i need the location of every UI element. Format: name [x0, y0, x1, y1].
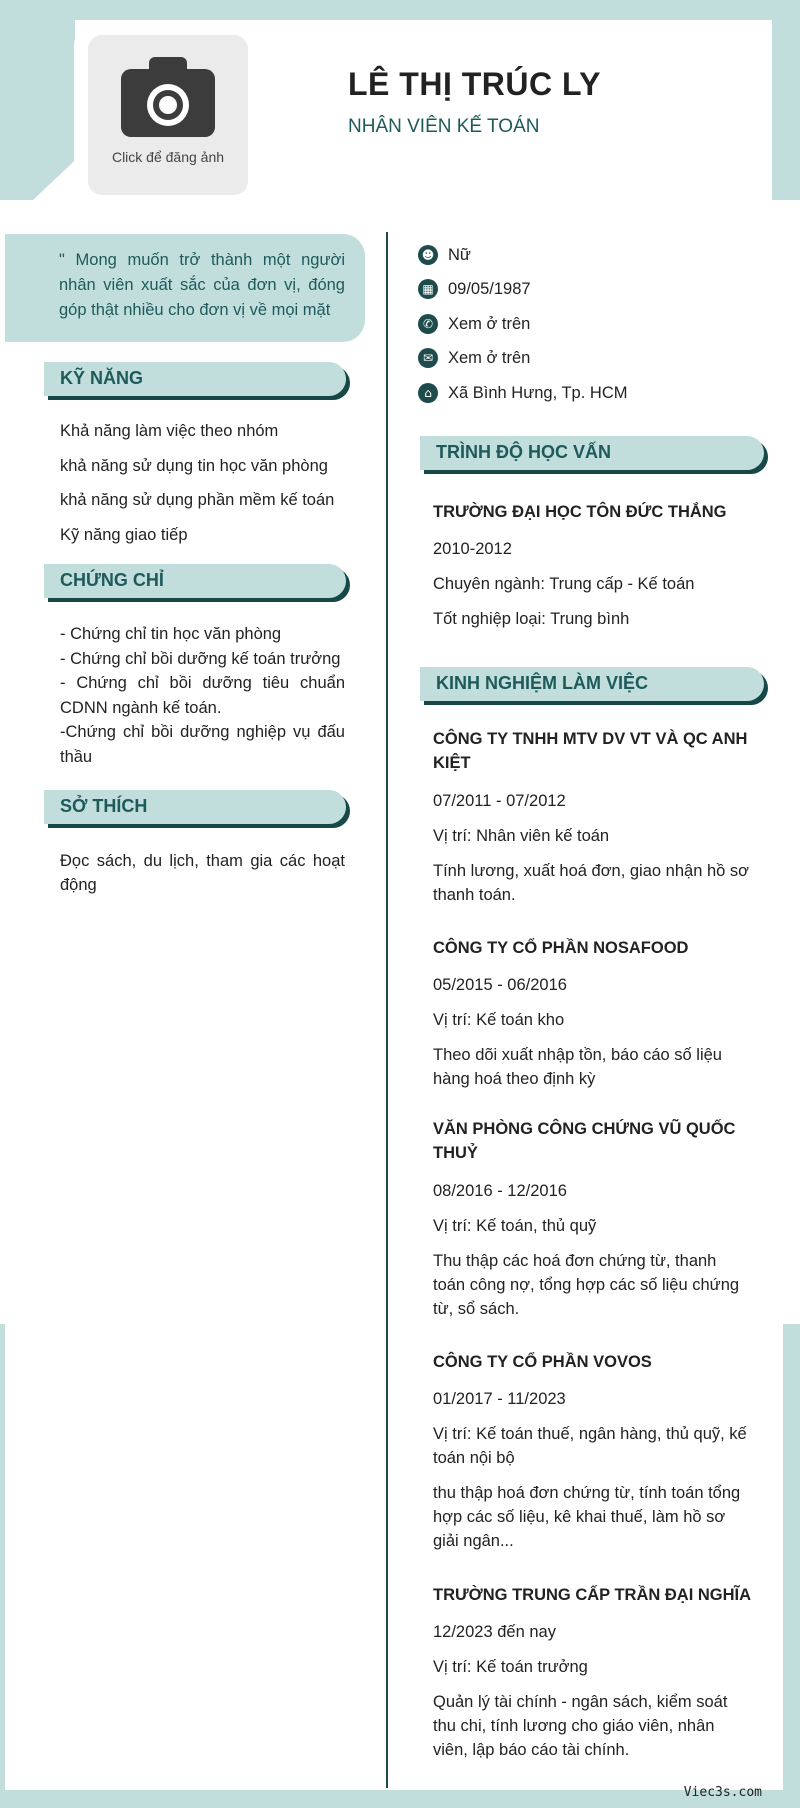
- certificate-item: - Chứng chỉ bồi dưỡng kế toán trưởng: [60, 649, 341, 668]
- certificate-item: -Chứng chỉ bồi dưỡng nghiệp vụ đấu thầu: [60, 723, 345, 766]
- skill-item: Khả năng làm việc theo nhóm: [60, 422, 279, 440]
- skill-item: Kỹ năng giao tiếp: [60, 525, 188, 544]
- phone-value: Xem ở trên: [448, 314, 531, 333]
- side-band-right: [783, 1324, 800, 1808]
- job-description: Thu thập các hoá đơn chứng từ, thanh toán công nợ, tổng hợp các số liệu chứng từ, sổ sách.: [433, 1252, 740, 1318]
- user-icon: ☻: [418, 245, 438, 265]
- education-title: TRÌNH ĐỘ HỌC VẤN: [436, 442, 611, 462]
- address-value: Xã Bình Hưng, Tp. HCM: [448, 383, 628, 402]
- phone-icon: ✆: [418, 314, 438, 334]
- certificates-list: [60, 622, 345, 769]
- gender-row: [418, 243, 471, 267]
- job-role: Vị trí: Kế toán, thủ quỹ: [433, 1217, 597, 1235]
- job-company: CÔNG TY CỔ PHẦN VOVOS: [433, 1353, 652, 1371]
- experience-heading: [420, 667, 764, 701]
- hobbies-heading: [44, 790, 346, 824]
- email-row: [418, 346, 530, 370]
- job-period: 08/2016 - 12/2016: [433, 1182, 567, 1200]
- education-grade: Tốt nghiệp loại: Trung bình: [433, 610, 630, 628]
- job-period: 07/2011 - 07/2012: [433, 792, 566, 810]
- photo-upload[interactable]: [88, 35, 248, 195]
- camera-icon: [121, 57, 215, 137]
- job-role: Vị trí: Nhân viên kế toán: [433, 827, 610, 845]
- column-divider: [386, 232, 388, 1788]
- education-heading: [420, 436, 764, 470]
- email-value: Xem ở trên: [448, 348, 531, 367]
- hobbies-text: Đọc sách, du lịch, tham gia các hoạt động: [60, 852, 345, 894]
- school-name: TRƯỜNG ĐẠI HỌC TÔN ĐỨC THẮNG: [433, 503, 727, 521]
- envelope-icon: ✉: [418, 348, 438, 368]
- birthday-value: 09/05/1987: [448, 279, 531, 298]
- job-company: TRƯỜNG TRUNG CẤP TRẦN ĐẠI NGHĨA: [433, 1586, 752, 1604]
- objective-text: " Mong muốn trở thành một người nhân viên xuất sắc của đơn vị, đóng góp thật nhiều cho đơn vị về mọi mặt: [59, 251, 345, 319]
- job-role: Vị trí: Kế toán thuế, ngân hàng, thủ quỹ, kế toán nội bộ: [433, 1425, 747, 1467]
- job-description: Tính lương, xuất hoá đơn, giao nhận hồ sơ thanh toán.: [433, 862, 749, 904]
- education-major: Chuyên ngành: Trung cấp - Kế toán: [433, 575, 695, 593]
- address-row: [418, 381, 627, 405]
- photo-caption: Click để đăng ảnh: [111, 149, 225, 165]
- skill-item: khả năng sử dụng phần mềm kế toán: [60, 491, 335, 509]
- birthday-row: [418, 277, 531, 301]
- objective-box: [5, 234, 365, 342]
- certificate-item: - Chứng chỉ bồi dưỡng tiêu chuẩn CDNN ngành kế toán.: [60, 674, 345, 717]
- certificates-title: CHỨNG CHỈ: [60, 570, 164, 590]
- phone-row: [418, 312, 530, 336]
- experience-title: KINH NGHIỆM LÀM VIỆC: [436, 673, 649, 693]
- home-icon: ⌂: [418, 383, 438, 403]
- skills-title: KỸ NĂNG: [60, 368, 144, 388]
- job-company: CÔNG TY TNHH MTV DV VT VÀ QC ANH KIỆT: [433, 730, 748, 772]
- job-description: thu thập hoá đơn chứng từ, tính toán tổng hợp các số liệu, kê khai thuế, làm hồ sơ giải ngân...: [433, 1484, 741, 1550]
- job-title: NHÂN VIÊN KẾ TOÁN: [348, 116, 540, 137]
- job-company: CÔNG TY CỔ PHẦN NOSAFOOD: [433, 939, 689, 957]
- skills-heading: [44, 362, 346, 396]
- education-period: 2010-2012: [433, 540, 512, 558]
- certificates-heading: [44, 564, 346, 598]
- candidate-name: LÊ THỊ TRÚC LY: [348, 66, 601, 102]
- job-role: Vị trí: Kế toán kho: [433, 1011, 565, 1029]
- job-period: 05/2015 - 06/2016: [433, 976, 567, 994]
- certificate-item: - Chứng chỉ tin học văn phòng: [60, 625, 282, 643]
- job-description: Quản lý tài chính - ngân sách, kiểm soát thu chi, tính lương cho giáo viên, nhân viên, lập báo cáo tài chính.: [433, 1693, 728, 1759]
- job-role: Vị trí: Kế toán trưởng: [433, 1658, 588, 1676]
- skills-list: [60, 419, 345, 557]
- hobbies-title: SỞ THÍCH: [60, 796, 148, 816]
- watermark-footer: Viec3s.com: [683, 1785, 762, 1800]
- gender-value: Nữ: [448, 245, 471, 264]
- skill-item: khả năng sử dụng tin học văn phòng: [60, 456, 328, 475]
- job-period: 01/2017 - 11/2023: [433, 1390, 566, 1408]
- job-period: 12/2023 đến nay: [433, 1623, 556, 1641]
- job-company: VĂN PHÒNG CÔNG CHỨNG VŨ QUỐC THUỶ: [433, 1120, 736, 1162]
- bottom-band: [0, 1790, 800, 1808]
- calendar-icon: ▦: [418, 279, 438, 299]
- job-description: Theo dõi xuất nhập tồn, báo cáo số liệu hàng hoá theo định kỳ: [433, 1046, 722, 1088]
